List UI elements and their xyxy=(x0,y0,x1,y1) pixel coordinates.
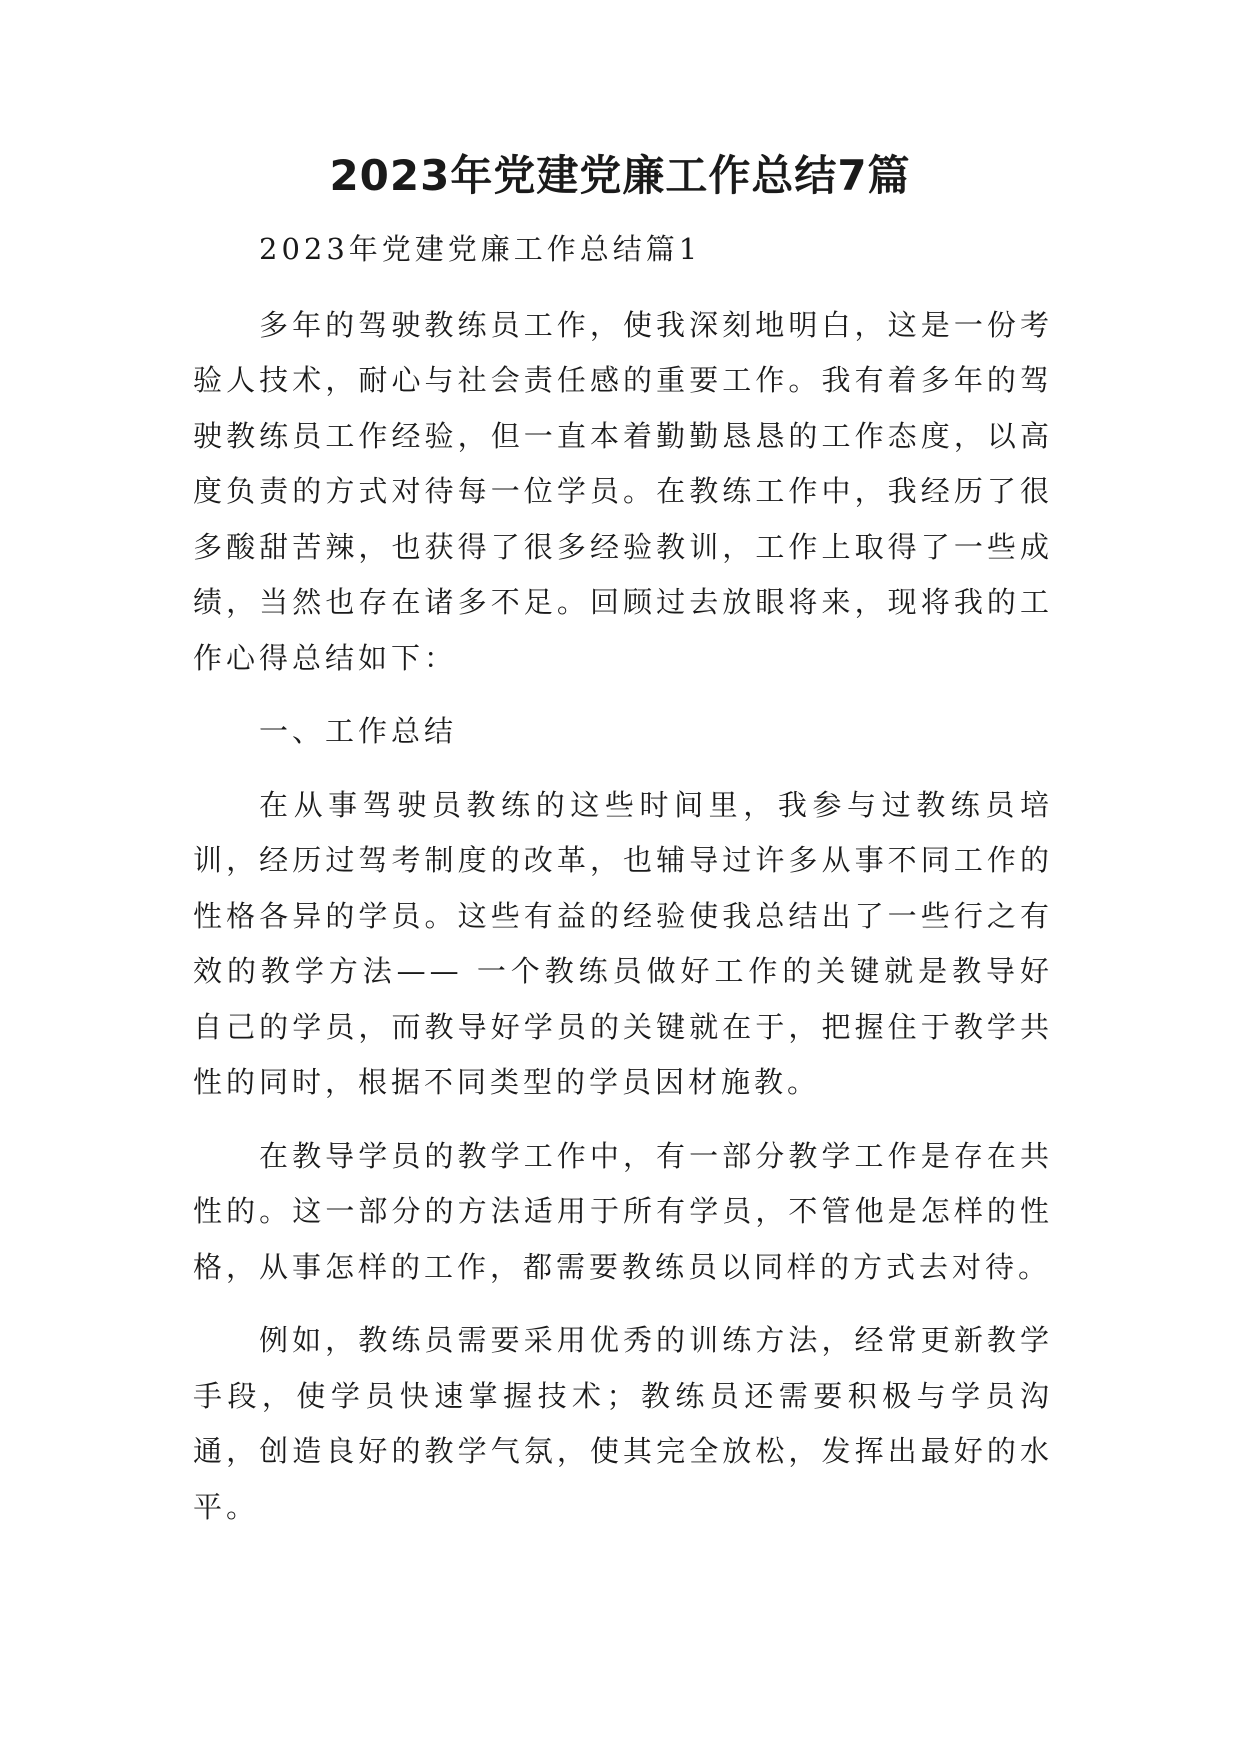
document-title: 2023年党建党廉工作总结7篇 xyxy=(329,151,911,200)
section-heading: 一、工作总结 xyxy=(259,714,458,748)
paragraph-example: 例如，教练员需要采用优秀的训练方法，经常更新教学手段，使学员快速掌握技术；教练员还需要积极与学员沟通，创造良好的教学气氛，使其完全放松，发挥出最好的水平。 xyxy=(193,1323,1053,1524)
section-subtitle: 2023年党建党廉工作总结篇1 xyxy=(259,232,702,266)
paragraph-experience: 在从事驾驶员教练的这些时间里，我参与过教练员培训，经历过驾考制度的改革，也辅导过许多从事不同工作的性格各异的学员。这些有益的经验使我总结出了一些行之有效的教学方法—— 一个教练员做好工作的关键就是教导好自己的学员，而教导好学员的关键就在于，把握住于教学共性的同时，根据不同类型的学员因材施教。 xyxy=(193,787,1053,1099)
paragraph-common-teaching: 在教导学员的教学工作中，有一部分教学工作是存在共性的。这一部分的方法适用于所有学员，不管他是怎样的性格，从事怎样的工作，都需要教练员以同样的方式去对待。 xyxy=(193,1138,1053,1284)
document-body xyxy=(193,222,1053,1553)
paragraph-intro: 多年的驾驶教练员工作，使我深刻地明白，这是一份考验人技术，耐心与社会责任感的重要工作。我有着多年的驾驶教练员工作经验，但一直本着勤勤恳恳的工作态度，以高度负责的方式对待每一位学员。在教练工作中，我经历了很多酸甜苦辣，也获得了很多经验教训，工作上取得了一些成绩，当然也存在诸多不足。回顾过去放眼将来，现将我的工作心得总结如下： xyxy=(193,307,1053,675)
